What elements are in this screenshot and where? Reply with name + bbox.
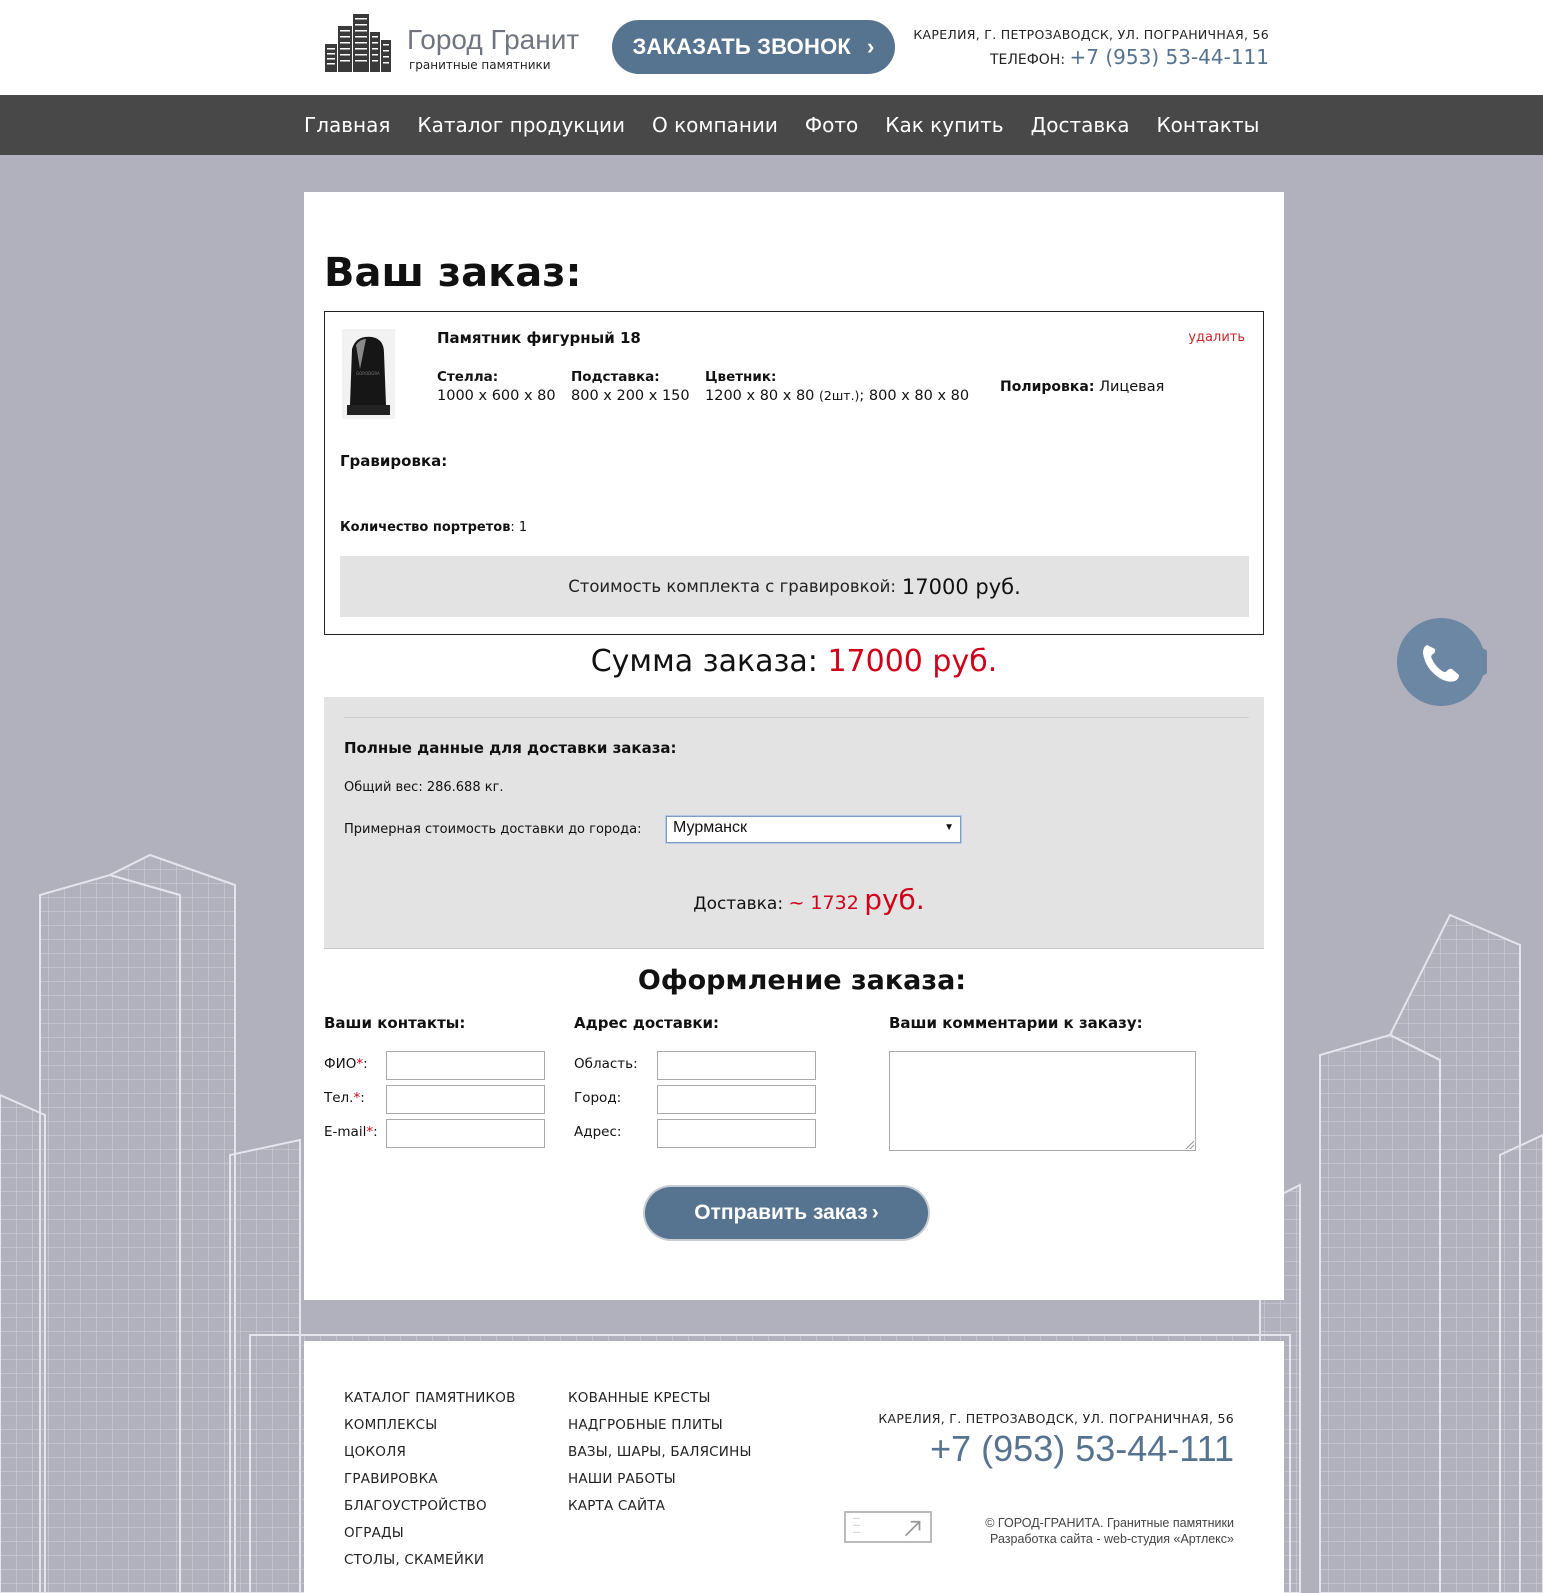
stand-label: Подставка: (571, 369, 660, 385)
polish-value: Лицевая (1099, 379, 1165, 395)
stand-value: 800 x 200 x 150 (571, 388, 690, 404)
portraits-count (340, 520, 527, 535)
dropdown-arrow-icon: ▼ (944, 822, 954, 833)
copyright-text: © ГОРОД-ГРАНИТА. Гранитные памятники (985, 1516, 1234, 1530)
label-colon: : (373, 1124, 378, 1140)
nav-item-how-to-buy[interactable]: Как купить (885, 113, 1004, 137)
svg-text:GORODGRA: GORODGRA (356, 371, 380, 376)
label-colon: : (360, 1090, 365, 1106)
resize-grip-icon[interactable] (1186, 1141, 1194, 1149)
header-contacts (913, 27, 1269, 69)
stand-spec (571, 369, 690, 404)
footer-link[interactable]: КАТАЛОГ ПАМЯТНИКОВ (344, 1390, 516, 1406)
fio-label-text: ФИО (324, 1056, 357, 1072)
nav-item-catalog[interactable]: Каталог продукции (417, 113, 625, 137)
buildings-logo-icon (325, 14, 391, 72)
nav-item-photo[interactable]: Фото (804, 113, 859, 137)
fio-input[interactable] (386, 1051, 545, 1080)
city-label: Город: (574, 1090, 622, 1106)
footer-links-col1 (344, 1389, 516, 1578)
email-label-text: E-mail (324, 1124, 367, 1140)
address-title: Адрес доставки: (574, 1014, 720, 1032)
delivery-title: Полные данные для доставки заказа: (344, 739, 677, 757)
visit-counter-icon[interactable] (844, 1511, 932, 1543)
label-colon: : (363, 1056, 368, 1072)
set-cost-value: 17000 руб. (901, 574, 1021, 599)
address-label: Адрес: (574, 1124, 622, 1140)
fio-label (324, 1056, 368, 1072)
required-mark: * (353, 1090, 361, 1106)
footer-link[interactable]: КАРТА САЙТА (568, 1498, 666, 1514)
delivery-price-currency: руб. (864, 883, 925, 916)
required-mark: * (366, 1124, 374, 1140)
footer-link[interactable]: НАДГРОБНЫЕ ПЛИТЫ (568, 1417, 723, 1433)
developer-credit[interactable]: Разработка сайта - web-студия «Артлекс» (990, 1532, 1234, 1546)
logo-title: Город Гранит (407, 24, 580, 55)
city-input[interactable] (657, 1085, 816, 1114)
polish-label: Полировка: (1000, 379, 1095, 395)
phone-label-text: Тел. (324, 1090, 354, 1106)
flowerbed-value-b: ; 800 x 80 x 80 (859, 388, 970, 404)
footer-phone[interactable]: +7 (953) 53-44-111 (930, 1428, 1234, 1469)
required-mark: * (356, 1056, 364, 1072)
chevron-right-icon: › (867, 34, 875, 59)
callback-button-label: ЗАКАЗАТЬ ЗВОНОК (632, 34, 852, 59)
delivery-city-select[interactable] (666, 816, 961, 843)
email-label (324, 1124, 378, 1140)
footer-link[interactable]: ГРАВИРОВКА (344, 1471, 438, 1487)
chevron-right-icon: › (871, 1201, 879, 1224)
region-input[interactable] (657, 1051, 816, 1080)
flowerbed-qty: (2шт.) (819, 388, 860, 403)
header-phone[interactable]: +7 (953) 53-44-111 (1069, 45, 1269, 69)
footer-link[interactable]: ЦОКОЛЯ (344, 1444, 407, 1460)
order-card (304, 192, 1284, 1300)
footer-link[interactable]: КОВАННЫЕ КРЕСТЫ (568, 1390, 711, 1406)
nav-item-home[interactable]: Главная (304, 113, 391, 137)
footer-link[interactable]: СТОЛЫ, СКАМЕЙКИ (344, 1552, 485, 1568)
comments-title: Ваши комментарии к заказу: (889, 1014, 1143, 1032)
site-header (0, 0, 1543, 95)
nav-item-contacts[interactable]: Контакты (1156, 113, 1260, 137)
submit-order-button[interactable] (645, 1187, 928, 1239)
order-callback-button[interactable] (612, 20, 895, 74)
comments-textarea[interactable] (889, 1051, 1196, 1151)
nav-item-delivery[interactable]: Доставка (1030, 113, 1130, 137)
site-logo[interactable] (325, 14, 585, 74)
order-total-label: Сумма заказа: (590, 644, 818, 679)
delivery-panel (324, 697, 1264, 949)
region-label: Область: (574, 1056, 638, 1072)
delivery-city-selected: Мурманск (673, 819, 747, 836)
portraits-label: Количество портретов (340, 520, 511, 535)
product-thumbnail[interactable] (342, 329, 395, 419)
delivery-price-label: Доставка: (693, 894, 784, 914)
stela-spec (437, 369, 556, 404)
footer-link[interactable]: ОГРАДЫ (344, 1525, 404, 1541)
footer-link[interactable]: БЛАГОУСТРОЙСТВО (344, 1498, 487, 1514)
delivery-price-value: ~ 1732 (788, 892, 859, 914)
footer-links-col2 (568, 1389, 752, 1524)
email-input[interactable] (386, 1119, 545, 1148)
delivery-price (324, 883, 1264, 916)
footer-link[interactable]: НАШИ РАБОТЫ (568, 1471, 676, 1487)
page-title: Ваш заказ: (324, 250, 582, 296)
set-cost-label: Стоимость комплекта с гравировкой: (568, 577, 896, 596)
total-weight: Общий вес: 286.688 кг. (344, 780, 504, 795)
delete-item-link[interactable]: удалить (1188, 330, 1245, 345)
footer-link[interactable]: ВАЗЫ, ШАРЫ, БАЛЯСИНЫ (568, 1444, 752, 1460)
product-name[interactable]: Памятник фигурный 18 (437, 329, 641, 347)
set-cost-bar (340, 556, 1249, 617)
order-total (304, 644, 1284, 679)
main-nav (0, 95, 1543, 155)
order-total-value: 17000 руб. (827, 644, 998, 679)
phone-label (324, 1090, 365, 1106)
footer-contacts (878, 1411, 1234, 1470)
footer-link[interactable]: КОМПЛЕКСЫ (344, 1417, 438, 1433)
stela-label: Стелла: (437, 369, 499, 385)
submit-order-label: Отправить заказ (694, 1201, 868, 1224)
floating-phone-button[interactable] (1397, 617, 1487, 707)
header-phone-label: ТЕЛЕФОН: (989, 52, 1066, 68)
delivery-city-label: Примерная стоимость доставки до города: (344, 822, 642, 837)
flowerbed-value (705, 388, 969, 404)
address-input[interactable] (657, 1119, 816, 1148)
order-item (324, 311, 1264, 635)
flowerbed-value-a: 1200 x 80 x 80 (705, 388, 815, 404)
polish-spec (1000, 379, 1164, 395)
flowerbed-label: Цветник: (705, 369, 777, 385)
nav-item-about[interactable]: О компании (652, 113, 778, 137)
phone-input[interactable] (386, 1085, 545, 1114)
footer-copyright (985, 1515, 1234, 1547)
flowerbed-spec (705, 369, 969, 404)
contacts-title: Ваши контакты: (324, 1014, 466, 1032)
engraving-label: Гравировка: (340, 452, 448, 470)
site-footer (304, 1341, 1284, 1593)
footer-address: КАРЕЛИЯ, Г. ПЕТРОЗАВОДСК, УЛ. ПОГРАНИЧНАЯ, 56 (878, 1411, 1234, 1426)
header-address: КАРЕЛИЯ, Г. ПЕТРОЗАВОДСК, УЛ. ПОГРАНИЧНАЯ, 56 (913, 27, 1269, 42)
stela-value: 1000 x 600 x 80 (437, 388, 556, 404)
divider (344, 717, 1249, 718)
checkout-title: Оформление заказа: (637, 965, 967, 996)
portraits-value: : 1 (510, 520, 528, 535)
logo-subtitle: гранитные памятники (409, 58, 551, 72)
header-phone-row (913, 45, 1269, 69)
